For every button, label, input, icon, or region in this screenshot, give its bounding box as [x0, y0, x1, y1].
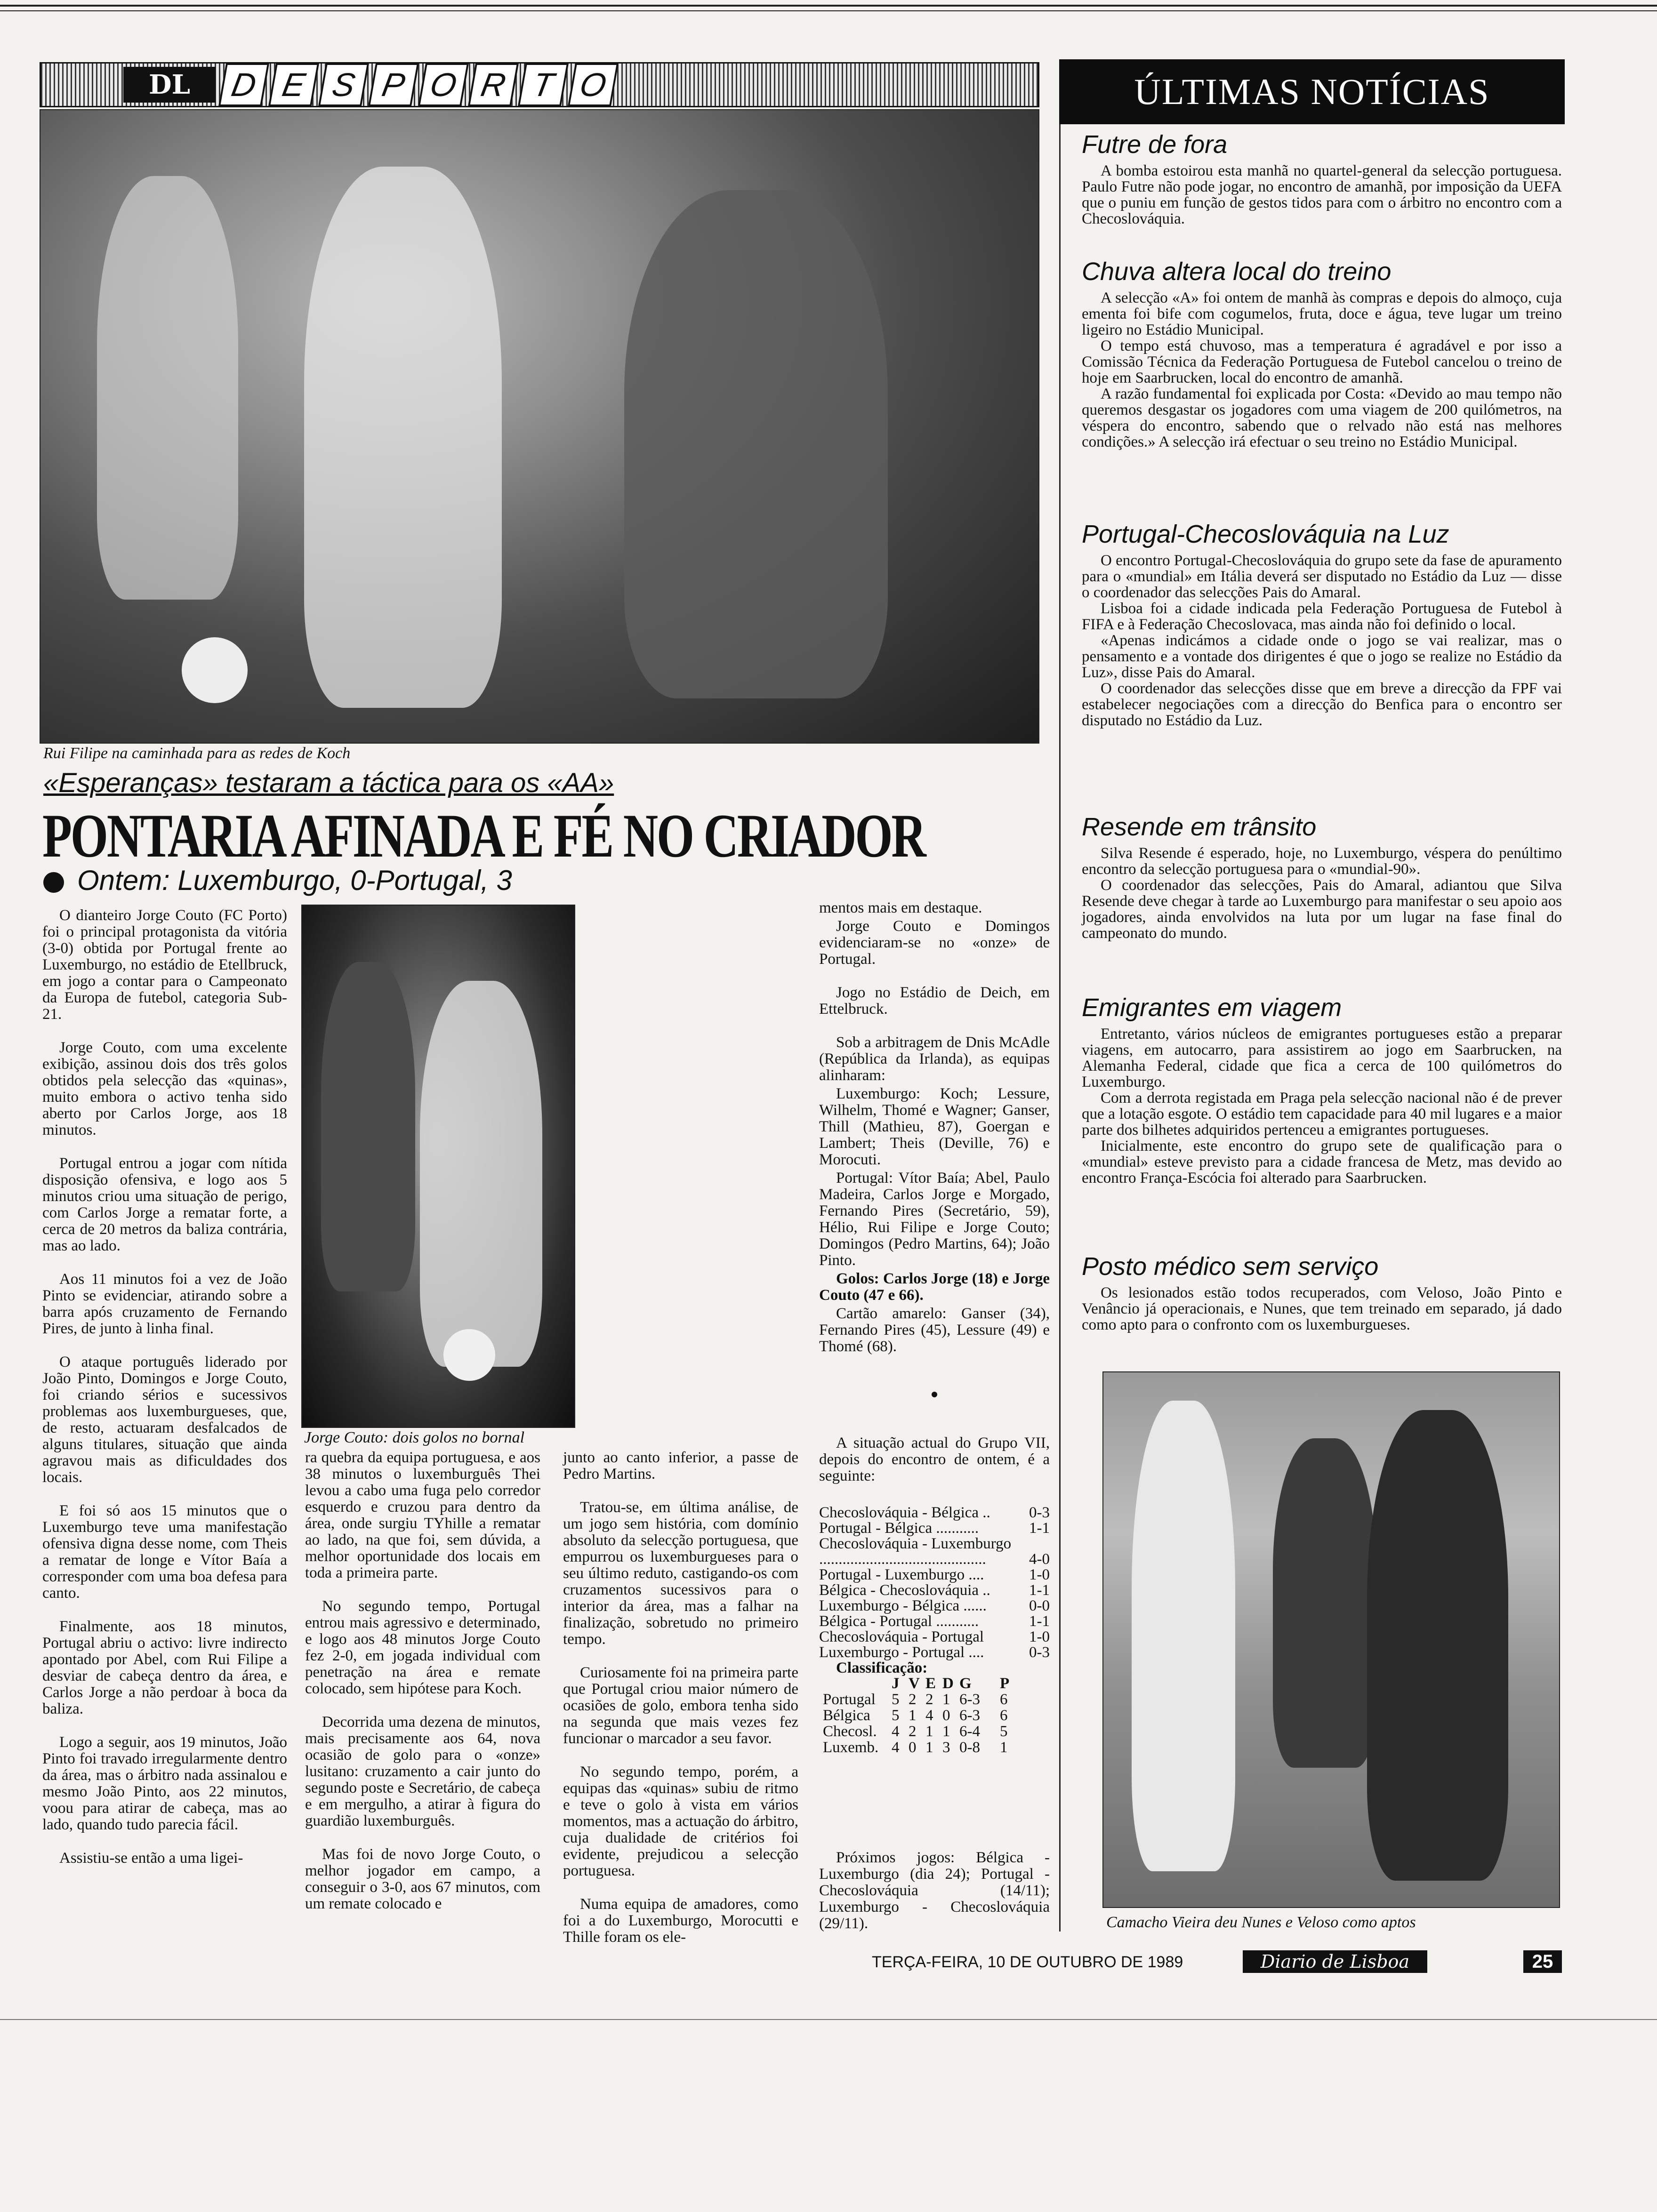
news-paragraph: Silva Resende é esperado, hoje, no Luxemburgo, véspera do penúltimo encontro da selecção portuguesa para o «mundial-90».: [1082, 845, 1562, 878]
right-column-border: [1059, 124, 1061, 1931]
ball: [443, 1329, 495, 1381]
paragraph: Aos 11 minutos foi a vez de João Pinto se evidenciar, atirando sobre a barra após cruzamento de Fernando Pires, de junto à linha final.: [42, 1271, 287, 1337]
paragraph: Jorge Couto, com uma excelente exibição, assinou dois dos três golos obtidos pela selecção das «quinas», muito embora o activo tenha sido aberto por Carlos Jorge, aos 18 minutos.: [42, 1039, 287, 1138]
header-cell: E: [925, 1675, 936, 1692]
section-letter: T: [518, 63, 569, 106]
cell: 2: [909, 1723, 917, 1740]
cell: 1: [925, 1739, 933, 1756]
lineup-luxembourg: Luxemburgo: Koch; Lessure, Wilhelm, Thomé e Wagner; Ganser, Thill (Mathieu, 87), Goergan e Lambert; Theis (Deville, 76) e Morocuti.: [819, 1085, 1050, 1168]
latest-news-banner: ÚLTIMAS NOTÍCIAS: [1059, 59, 1565, 124]
paragraph: Logo a seguir, aos 19 minutos, João Pinto foi travado irregularmente dentro da área, mas o árbitro nada assinalou e mesmo João Pinto, aos 22 minutos, voou para atirar de cabeça, mas ao lado, quando tudo parecia fácil.: [42, 1734, 287, 1833]
yellow-cards: Cartão amarelo: Ganser (34), Fernando Pires (45), Lessure (49) e Thomé (68).: [819, 1305, 1050, 1355]
result-match: Checoslováquia - Portugal: [819, 1628, 984, 1645]
result-match: Portugal - Bélgica ...........: [819, 1520, 979, 1537]
news-paragraph: Os lesionados estão todos recuperados, com Veloso, João Pinto e Venâncio já operacionais, e Nunes, que tem treinado em separado, já dado como apto para o confronto com os luxemburgueses.: [1082, 1284, 1562, 1333]
table-row: [823, 1707, 1017, 1723]
person-figure: [1132, 1401, 1235, 1871]
news-paragraph: Lisboa foi a cidade indicada pela Federação Portuguesa de Futebol à FIFA e à Federação Checoslovaca, mas ainda não foi definido o local.: [1082, 600, 1562, 633]
result-match: Luxemburgo - Bélgica ......: [819, 1597, 987, 1614]
section-letter: S: [318, 63, 369, 106]
section-letter: O: [418, 63, 469, 106]
section-letter: R: [468, 63, 519, 106]
group-intro: A situação actual do Grupo VII, depois do encontro de ontem, é a seguinte:: [819, 1435, 1050, 1484]
main-photo-caption: Rui Filipe na caminhada para as redes de Koch: [43, 745, 351, 762]
separator-dot: [932, 1392, 937, 1397]
paragraph: O dianteiro Jorge Couto (FC Porto) foi o principal protagonista da vitória (3-0) obtida por Portugal frente ao Luxemburgo, no estádio de Etellbruck, em jogo a contar para o Campeonato da Europa de futebol, categoria Sub-21.: [42, 907, 287, 1023]
paragraph: O ataque português liderado por João Pinto, Domingos e Jorge Couto, foi criando sérios e sucessivos problemas aos luxemburgueses, que, de resto, actuaram desfalcados de alguns titulares, situação que ainda agravou mais as dificuldades dos locais.: [42, 1354, 287, 1486]
news-paragraph: A bomba estoirou esta manhã no quartel-general da selecção portuguesa. Paulo Futre não pode jogar, no encontro de amanhã, por imposição da UEFA que o puniu em função de gestos tidos para com o árbitro no encontro com a Checoslováquia.: [1082, 162, 1562, 227]
cell: 0: [909, 1739, 917, 1756]
subheadline-text: Ontem: Luxemburgo, 0-Portugal, 3: [77, 865, 512, 896]
news-paragraph: «Apenas indicámos a cidade onde o jogo se vai realizar, mas o pensamento e a vontade dos dirigentes é que o jogo se realize no Estádio da Luz», disse Pais do Amaral.: [1082, 632, 1562, 681]
cell: 2: [925, 1691, 933, 1708]
news-item-5: [1082, 993, 1562, 1186]
news-paragraph: Entretanto, vários núcleos de emigrantes portugueses estão a preparar viagens, em autocarro, para assistirem ao jogo em Saarbrucken, na Alemanha Federal, cidade que fica a cerca de 100 quilómetros do Luxemburgo.: [1082, 1026, 1562, 1090]
newspaper-brand: Diario de Lisboa: [1243, 1950, 1427, 1973]
result-match: Bélgica - Checoslováquia ..: [819, 1582, 990, 1599]
result-row: [819, 1552, 1050, 1567]
result-score: 0-0: [1029, 1597, 1050, 1614]
section-letter: E: [268, 63, 319, 106]
table-header: [823, 1675, 1017, 1691]
ball: [182, 637, 248, 703]
paragraph: Portugal entrou a jogar com nítida disposição ofensiva, e logo aos 5 minutos criou uma situação de perigo, com Carlos Jorge a rematar forte, a cerca de 20 metros da baliza contrária, mas ao lado.: [42, 1155, 287, 1254]
top-rule-thin: [0, 10, 1657, 11]
training-photo: [1102, 1371, 1560, 1908]
result-match: Checoslováquia - Bélgica ..: [819, 1504, 990, 1521]
result-match: Portugal - Luxemburgo ....: [819, 1566, 984, 1583]
player-figure: [97, 176, 238, 600]
paragraph: Mas foi de novo Jorge Couto, o melhor jogador em campo, a conseguir o 3-0, aos 67 minutos, com um remate colocado e: [305, 1846, 540, 1912]
paragraph: mentos mais em destaque.: [819, 899, 982, 916]
news-item-2: [1082, 257, 1562, 450]
cell: 6-3: [959, 1707, 980, 1724]
cell: 5: [1000, 1723, 1008, 1740]
player-figure: [304, 167, 502, 708]
result-score: 0-3: [1029, 1644, 1050, 1661]
cell: 5: [892, 1691, 900, 1708]
classification-label: Classificação:: [836, 1659, 928, 1676]
cell: 6: [1000, 1707, 1008, 1724]
result-row: [819, 1505, 1050, 1521]
cell: Portugal: [823, 1691, 876, 1708]
newspaper-logo: DL: [123, 67, 216, 103]
result-row: [819, 1567, 1050, 1583]
cell: 4: [892, 1723, 900, 1740]
header-cell: [823, 1675, 892, 1691]
news-paragraph: A selecção «A» foi ontem de manhã às compras e depois do almoço, cuja ementa foi bife com cogumelos, fruta, doce e água, teve lugar um treino ligeiro no Estádio Municipal.: [1082, 289, 1562, 338]
standings-table: [823, 1675, 1017, 1755]
article-column-2: [305, 1450, 540, 1929]
cell: 3: [942, 1739, 950, 1756]
result-row: [819, 1645, 1050, 1660]
news-title: Chuva altera local do treino: [1082, 257, 1392, 286]
cell: 6-4: [959, 1723, 980, 1740]
player-figure: [624, 190, 888, 698]
result-row: [819, 1614, 1050, 1629]
paragraph: Curiosamente foi na primeira parte que Portugal criou maior número de ocasiões de golo, embora tenha sido na segunda que mais vezes fez funcionar o marcador a seu favor.: [563, 1664, 798, 1747]
person-figure: [1367, 1410, 1508, 1881]
news-paragraph: Inicialmente, este encontro do grupo sete de qualificação para o «mundial» esteve previsto para a cidade francesa de Metz, mas devido ao encontro França-Escócia foi alterado para Saarbrucken.: [1082, 1138, 1562, 1186]
results-list: [819, 1505, 1050, 1676]
header-cell: J: [892, 1675, 900, 1692]
news-title: Emigrantes em viagem: [1082, 994, 1342, 1022]
header-cell: G: [959, 1675, 972, 1692]
article-column-3: [563, 1450, 798, 1963]
header-cell: D: [942, 1675, 954, 1692]
news-item-3: [1082, 520, 1562, 729]
article-column-1: [42, 907, 287, 1883]
main-photo: [40, 109, 1039, 744]
news-paragraph: O coordenador das selecções disse que em breve a direcção da FPF vai estabelecer negociações com a direcção do Benfica para o encontro ser disputado no Estádio da Luz.: [1082, 680, 1562, 729]
player-figure: [420, 981, 542, 1367]
lineup-portugal: Portugal: Vítor Baía; Abel, Paulo Madeira, Carlos Jorge e Morgado, Fernando Pires (Secretário, 59), Hélio, Rui Filipe e Jorge Couto; Domingos (Pedro Martins, 64); João Pinto.: [819, 1170, 1050, 1269]
article-subheadline: [43, 864, 512, 897]
cell: Checosl.: [823, 1723, 877, 1740]
result-row: [819, 1598, 1050, 1614]
header-cell: V: [909, 1675, 920, 1692]
page-number: 25: [1523, 1950, 1562, 1973]
table-row: [823, 1739, 1017, 1755]
news-paragraph: O tempo está chuvoso, mas a temperatura é agradável e por isso a Comissão Técnica da Federação Portuguesa de Futebol cancelou o treino de hoje em Saarbrucken, local do encontro de amanhã.: [1082, 337, 1562, 386]
paragraph: Decorrida uma dezena de minutos, mais precisamente aos 64, nova ocasião de golo para o «onze» lusitano: cruzamento a cair junto do segundo poste e Secretário, de cabeça e em mergulho, a atirar à figura do guardião luxemburguês.: [305, 1714, 540, 1829]
goals: Golos: Carlos Jorge (18) e Jorge Couto (47 e 66).: [819, 1270, 1050, 1304]
news-paragraph: O encontro Portugal-Checoslováquia do grupo sete da fase de apuramento para o «mundial» em Itália deverá ser disputado no Estádio da Luz — disse o coordenador das selecções Pais do Amaral.: [1082, 552, 1562, 601]
cell: 4: [892, 1739, 900, 1756]
cell: 6: [1000, 1691, 1008, 1708]
section-letter: O: [568, 63, 619, 106]
table-row: [823, 1691, 1017, 1707]
section-title: [222, 63, 621, 106]
bottom-rule: [0, 2019, 1657, 2020]
cell: 0: [942, 1707, 950, 1724]
section-letter: P: [368, 63, 419, 106]
paragraph: Finalmente, aos 18 minutos, Portugal abriu o activo: livre indirecto apontado por Abel, com Rui Filipe a desviar de cabeça dentro da área, e Carlos Jorge a não perdoar à boca da baliza.: [42, 1618, 287, 1717]
cell: 1: [942, 1691, 950, 1708]
paragraph: Jorge Couto e Domingos evidenciaram-se no «onze» de Portugal.: [819, 918, 1050, 968]
paragraph: Assistiu-se então a uma ligei-: [59, 1850, 243, 1867]
middle-photo: [301, 905, 575, 1428]
article-kicker: «Esperanças» testaram a táctica para os «AA»: [43, 768, 614, 798]
news-item-4: [1082, 812, 1562, 941]
result-score: 1-0: [1029, 1566, 1050, 1583]
result-score: 0-3: [1029, 1504, 1050, 1521]
news-paragraph: Com a derrota registada em Praga pela selecção nacional não é de prever que a lotação esgote. O estádio tem capacidade para 40 mil lugares e a maior parte dos bilhetes adquiridos pertenceu a emigrantes portugueses.: [1082, 1090, 1562, 1138]
section-letter: D: [218, 63, 269, 106]
next-games-text: Próximos jogos: Bélgica - Luxemburgo (dia 24); Portugal - Checoslováquia (14/11); Luxemburgo - Checoslováquia (29/11).: [819, 1849, 1050, 1932]
cell: 2: [909, 1691, 917, 1708]
cell: 5: [892, 1707, 900, 1724]
cell: 1: [909, 1707, 917, 1724]
article-column-4: [819, 900, 1050, 1484]
paragraph: Tratou-se, em última análise, de um jogo sem história, com domínio absoluto da selecção portuguesa, que empurrou os luxemburgueses para o seu último reduto, castigando-os com cruzamentos sucessivos para o interior da área, mas a falhar na finalização, sobretudo no primeiro tempo.: [563, 1499, 798, 1648]
result-score: 4-0: [1029, 1551, 1050, 1568]
bullet-icon: [43, 872, 64, 893]
news-title: Resende em trânsito: [1082, 813, 1317, 841]
header-cell: P: [1000, 1675, 1010, 1692]
top-rule: [0, 5, 1657, 7]
result-row: [819, 1521, 1050, 1536]
result-match: Checoslováquia - Luxemburgo: [819, 1535, 1012, 1552]
cell: 1: [1000, 1739, 1008, 1756]
article-headline: PONTARIA AFINADA E FÉ NO CRIADOR: [42, 801, 925, 870]
cell: Luxemb.: [823, 1739, 879, 1756]
issue-date: TERÇA-FEIRA, 10 DE OUTUBRO DE 1989: [872, 1953, 1183, 1971]
news-title: Posto médico sem serviço: [1082, 1252, 1379, 1281]
paragraph: Numa equipa de amadores, como foi a do Luxemburgo, Morocutti e Thille foram os ele-: [563, 1896, 798, 1946]
news-item-1: [1082, 130, 1562, 227]
news-title: Futre de fora: [1082, 130, 1228, 159]
news-paragraph: O coordenador das selecções, Pais do Amaral, adiantou que Silva Resende deve chegar à tarde ao Luxemburgo para manifestar o seu apoio aos jogadores, ainda envolvidos na luta por um lugar na fase final do campeonato do mundo.: [1082, 877, 1562, 942]
middle-photo-caption: Jorge Couto: dois golos no bornal: [304, 1429, 525, 1446]
table-row: [823, 1723, 1017, 1739]
result-score: 1-0: [1029, 1628, 1050, 1645]
next-games: [819, 1850, 1050, 1949]
cell: 6-3: [959, 1691, 980, 1708]
cell: Bélgica: [823, 1707, 870, 1724]
paragraph: junto ao canto inferior, a passe de Pedro Martins.: [563, 1449, 798, 1483]
paragraph: Sob a arbitragem de Dnis McAdle (República da Irlanda), as equipas alinharam:: [819, 1034, 1050, 1084]
paragraph: No segundo tempo, porém, a equipas das «quinas» subiu de ritmo e teve o golo à vista em vários momentos, mas a actuação do árbitro, cuja dualidade de critérios foi evidente, prejudicou a selecção portuguesa.: [563, 1763, 798, 1879]
result-row: [819, 1629, 1050, 1645]
paragraph: No segundo tempo, Portugal entrou mais agressivo e determinado, e logo aos 48 minutos Jorge Couto fez 2-0, em jogada individual com penetração na área e remate colocado, sem hipótese para Koch.: [305, 1598, 540, 1697]
cell: 1: [942, 1723, 950, 1740]
result-match: Bélgica - Portugal ...........: [819, 1613, 979, 1630]
news-paragraph: A razão fundamental foi explicada por Costa: «Devido ao mau tempo não queremos desgastar os jogadores com uma viagem de 200 quilómetros, na véspera do encontro, sabendo que o relvado não está nas melhores condições.» A selecção irá efectuar o seu treino no Estádio Municipal.: [1082, 385, 1562, 450]
result-score: 1-1: [1029, 1520, 1050, 1537]
person-figure: [1273, 1438, 1376, 1768]
player-figure: [321, 962, 415, 1291]
paragraph: E foi só aos 15 minutos que o Luxemburgo teve uma manifestação ofensiva digna desse nome, com Theis a rematar de longe e Vítor Baía a corresponder com uma boa defesa para canto.: [42, 1502, 287, 1602]
training-photo-caption: Camacho Vieira deu Nunes e Veloso como aptos: [1106, 1914, 1416, 1931]
paragraph: ra quebra da equipa portuguesa, e aos 38 minutos o luxemburguês Thei levou a cabo uma fuga pelo corredor esquerdo e cruzou para dentro da área, onde surgiu TYhille a rematar ao lado, na que foi, sem dúvida, a melhor oportunidade dos locais em toda a primeira parte.: [305, 1449, 540, 1581]
result-match: ...........................................: [819, 1551, 986, 1568]
result-row: [819, 1583, 1050, 1598]
result-row: [819, 1536, 1050, 1552]
news-item-6: [1082, 1252, 1562, 1333]
result-match: Luxemburgo - Portugal ....: [819, 1644, 984, 1661]
paragraph: Jogo no Estádio de Deich, em Ettelbruck.: [819, 984, 1050, 1018]
result-score: 1-1: [1029, 1613, 1050, 1630]
cell: 4: [925, 1707, 933, 1724]
cell: 1: [925, 1723, 933, 1740]
cell: 0-8: [959, 1739, 980, 1756]
news-title: Portugal-Checoslováquia na Luz: [1082, 520, 1449, 548]
result-score: 1-1: [1029, 1582, 1050, 1599]
